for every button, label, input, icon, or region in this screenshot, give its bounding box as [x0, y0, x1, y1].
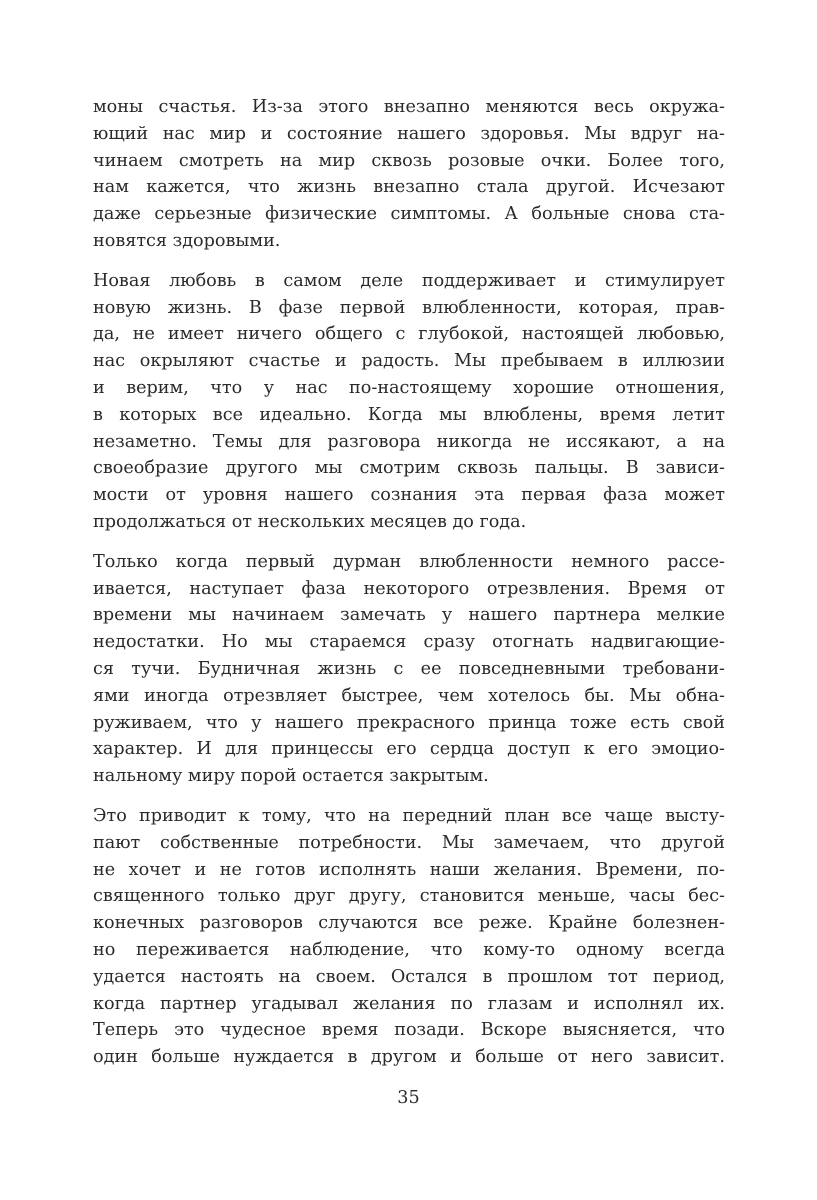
paragraph: [93, 94, 725, 255]
text-line: даже серьезные физические симптомы. А больные снова ста-: [93, 204, 725, 225]
text-line: своеобразие другого мы смотрим сквозь пальцы. В зависи-: [93, 458, 725, 479]
text-line: мости от уровня нашего сознания эта первая фаза может: [93, 485, 725, 506]
text-line: да, не имеет ничего общего с глубокой, настоящей любовью,: [93, 324, 725, 345]
text-line: Только когда первый дурман влюбленности немного рассе-: [93, 551, 725, 572]
paragraph: [93, 549, 725, 790]
text-line: конечных разговоров случаются все реже. Крайне болезнен-: [93, 913, 725, 934]
text-line: Теперь это чудесное время позади. Вскоре выясняется, что: [93, 1020, 725, 1041]
text-line: но переживается наблюдение, что кому-то одному всегда: [93, 939, 725, 960]
text-line: чинаем смотреть на мир сквозь розовые очки. Более того,: [93, 150, 725, 171]
paragraph: [93, 268, 725, 536]
text-line: новятся здоровыми.: [93, 230, 281, 251]
text-line: незаметно. Темы для разговора никогда не иссякают, а на: [93, 431, 725, 452]
text-line: в которых все идеально. Когда мы влюблены, время летит: [93, 404, 725, 425]
text-line: не хочет и не готов исполнять наши желания. Времени, по-: [93, 859, 725, 880]
text-line: когда партнер угадывал желания по глазам и исполнял их.: [93, 993, 725, 1014]
text-line: Это приводит к тому, что на передний план все чаще высту-: [93, 805, 725, 826]
text-line: характер. И для принцессы его сердца доступ к его эмоцио-: [93, 739, 725, 760]
text-line: священного только друг другу, становится меньше, часы бес-: [93, 886, 725, 907]
text-line: пают собственные потребности. Мы замечаем, что другой: [93, 832, 725, 853]
text-line: ивается, наступает фаза некоторого отрезвления. Время от: [93, 578, 725, 599]
page-body: [93, 94, 725, 1084]
text-line: один больше нуждается в другом и больше от него зависит.: [93, 1047, 725, 1068]
text-line: и верим, что у нас по-настоящему хорошие отношения,: [93, 377, 725, 398]
text-line: новую жизнь. В фазе первой влюбленности, которая, прав-: [93, 297, 725, 318]
text-line: нам кажется, что жизнь внезапно стала другой. Исчезают: [93, 177, 725, 198]
text-line: Новая любовь в самом деле поддерживает и стимулирует: [93, 270, 725, 291]
text-line: времени мы начинаем замечать у нашего партнера мелкие: [93, 605, 725, 626]
paragraph: [93, 803, 725, 1071]
text-line: удается настоять на своем. Остался в прошлом тот период,: [93, 966, 725, 987]
text-line: ями иногда отрезвляет быстрее, чем хотелось бы. Мы обна-: [93, 685, 725, 706]
text-line: руживаем, что у нашего прекрасного принца тоже есть свой: [93, 712, 725, 733]
text-line: нас окрыляют счастье и радость. Мы пребываем в иллюзии: [93, 351, 725, 372]
text-line: продолжаться от нескольких месяцев до года.: [93, 511, 527, 532]
text-line: нальному миру порой остается закрытым.: [93, 766, 489, 787]
page-number: 35: [397, 1088, 420, 1108]
text-line: моны счастья. Из-за этого внезапно меняются весь окружа-: [93, 97, 725, 117]
text-line: недостатки. Но мы стараемся сразу отогнать надвигающие-: [93, 632, 725, 653]
text-line: ющий нас мир и состояние нашего здоровья. Мы вдруг на-: [93, 123, 725, 144]
text-line: ся тучи. Будничная жизнь с ее повседневными требовани-: [93, 658, 725, 679]
